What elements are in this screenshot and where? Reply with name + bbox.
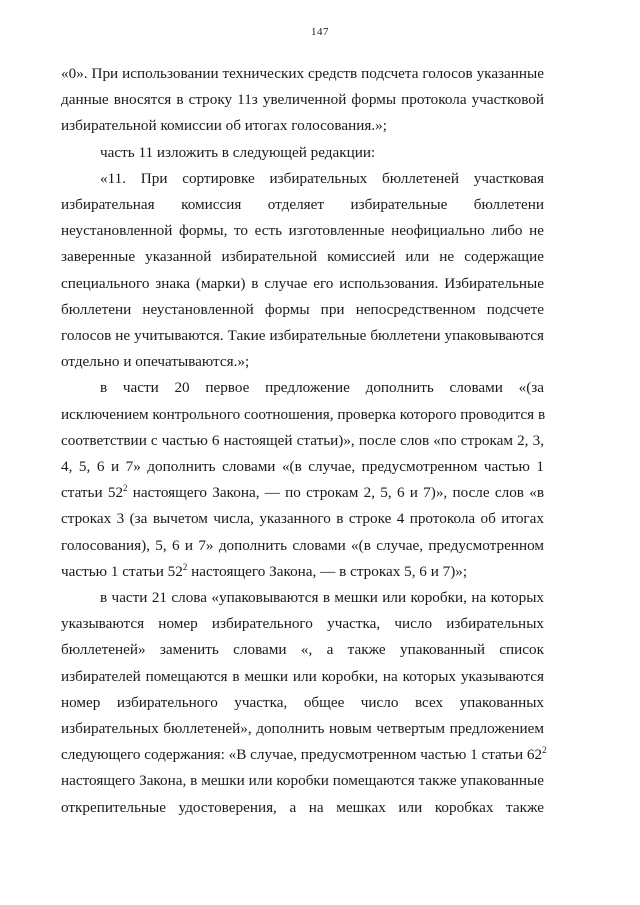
text-line: избирательных бюллетеней», дополнить новым четвертым предложением (61, 720, 544, 738)
text-line: строках 3 (за вычетом числа, указанного в строке 4 протокола об итогах (61, 510, 544, 528)
text-line (61, 480, 544, 506)
text-line: 4, 5, 6 и 7» дополнить словами «(в случае, предусмотренном частью 1 (61, 458, 544, 476)
text-line: заверенные указанной избирательной комиссией или не содержащие (61, 248, 544, 266)
paragraph-4 (61, 375, 544, 585)
text-line: бюллетеней» заменить словами «, а также упакованный список (61, 641, 544, 659)
text-line: данные вносятся в строку 11з увеличенной формы протокола участковой (61, 91, 544, 109)
superscript: 2 (182, 561, 188, 572)
text-line: указываются номер избирательного участка, число избирательных (61, 615, 544, 633)
text-fragment: частью 1 статьи 52 (61, 562, 183, 580)
text-line: неустановленной формы, то есть изготовленные неофициально либо не (61, 222, 544, 240)
text-line: голосов не учитываются. Такие избирательные бюллетени упаковываются (61, 327, 544, 345)
page-number: 147 (311, 26, 329, 38)
text-line: голосования), 5, 6 и 7» дополнить словами «(в случае, предусмотренном (61, 536, 544, 554)
paragraph-3 (61, 166, 544, 376)
text-line: избирателей помещаются в мешки или коробки, на которых указываются (61, 667, 544, 685)
text-line: соответствии с частью 6 настоящей статьи)», после слов «по строкам 2, 3, (61, 431, 544, 449)
paragraph-2 (61, 140, 544, 166)
text-line: отдельно и опечатываются.»; (61, 353, 250, 371)
superscript: 2 (123, 483, 128, 494)
text-fragment: настоящего Закона, — по строкам 2, 5, 6 и 7)», после слов «в (127, 484, 544, 502)
text-fragment: статьи 52 (61, 484, 124, 502)
text-line: «0». При использовании технических средств подсчета голосов указанные (61, 65, 544, 82)
text-line: номер избирательного участка, общее число всех упакованных (61, 693, 544, 711)
superscript: 2 (542, 745, 547, 756)
text-line: специального знака (марки) в случае его использования. Избирательные (61, 274, 544, 292)
text-line: открепительные удостоверения, а на мешках или коробках также (61, 798, 544, 816)
text-line: избирательной комиссии об итогах голосования.»; (61, 117, 387, 135)
text-line: избирательная комиссия отделяет избирательные бюллетени (61, 196, 544, 214)
text-line: часть 11 изложить в следующей редакции: (100, 143, 376, 161)
text-line: в части 20 первое предложение дополнить словами «(за (100, 379, 544, 397)
paragraph-5 (61, 585, 547, 821)
document-body (61, 61, 547, 821)
text-line: исключением контрольного соотношения, проверка которого проводится в (61, 405, 546, 423)
text-fragment: настоящего Закона, — в строках 5, 6 и 7)»; (187, 562, 468, 580)
text-line (61, 742, 547, 768)
text-line: в части 21 слова «упаковываются в мешки или коробки, на которых (100, 589, 544, 607)
text-line: «11. При сортировке избирательных бюллетеней участковая (100, 169, 544, 187)
text-line: настоящего Закона, в мешки или коробки помещаются также упакованные (61, 772, 544, 790)
text-fragment: следующего содержания: «В случае, предусмотренном частью 1 статьи 62 (61, 746, 543, 764)
paragraph-1 (61, 61, 544, 140)
text-line (61, 559, 544, 585)
text-line: бюллетени неустановленной формы при непосредственном подсчете (61, 300, 544, 318)
